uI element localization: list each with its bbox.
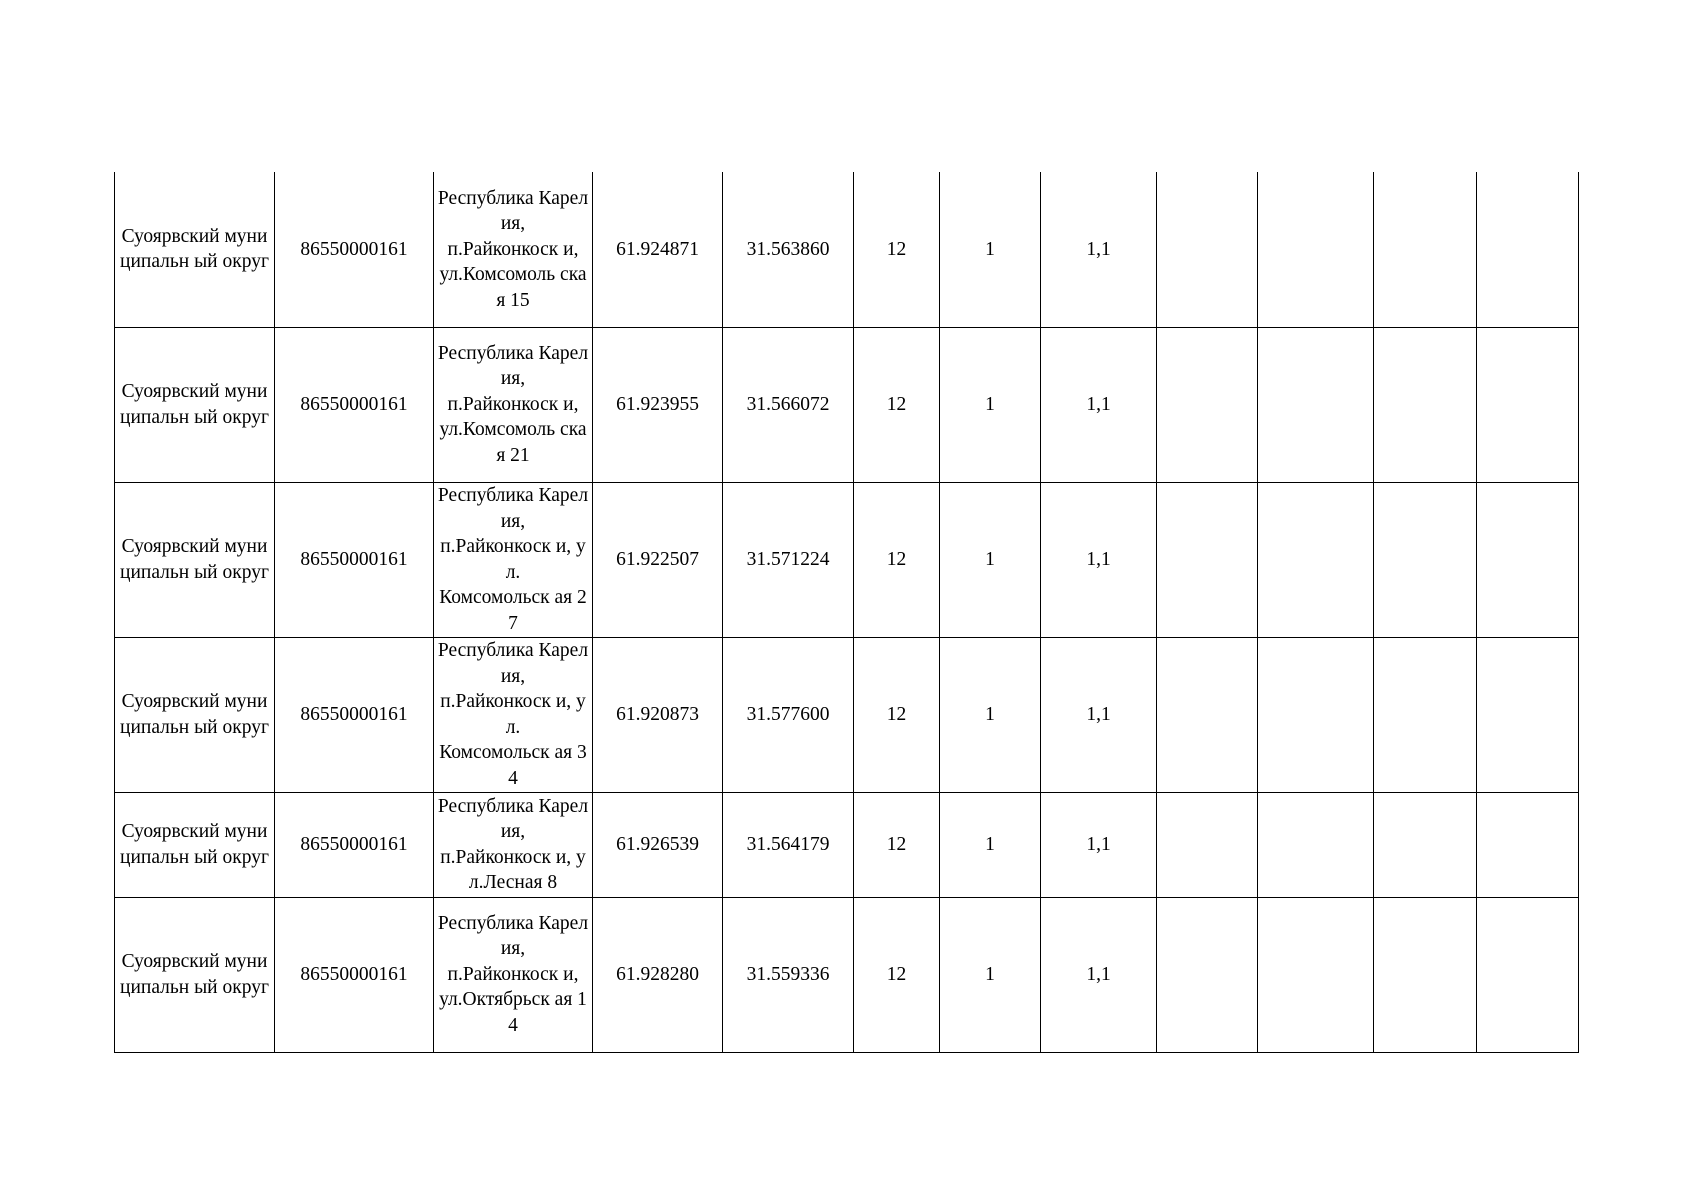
col8-cell (1041, 897, 1157, 1052)
col6-cell-text: 12 (886, 393, 907, 415)
col6-cell-text: 12 (886, 833, 907, 855)
longitude-cell-text: 31.564179 (746, 833, 830, 855)
col8-cell-text: 1,1 (1086, 703, 1111, 725)
longitude-cell (723, 327, 854, 482)
col6-cell-text: 12 (886, 963, 907, 985)
longitude-cell-text: 31.559336 (746, 963, 830, 985)
address-cell (434, 897, 593, 1052)
table-row (115, 482, 1579, 637)
oktmo-cell (275, 482, 434, 637)
latitude-cell-text: 61.923955 (616, 393, 699, 415)
district-cell (115, 172, 275, 327)
col6-cell-text: 12 (886, 548, 907, 570)
col8-cell (1041, 792, 1157, 897)
district-cell-text: Суоярвский муниципальн ый округ (120, 951, 269, 998)
address-cell-text: Республика Карелия, п.Райконкоск и, ул.Комсомоль ская 15 (437, 187, 589, 311)
table-row (115, 897, 1579, 1052)
col8-cell-text: 1,1 (1086, 963, 1111, 985)
latitude-cell (593, 327, 723, 482)
latitude-cell-text: 61.924871 (616, 238, 699, 260)
col7-cell (940, 327, 1041, 482)
oktmo-cell (275, 172, 434, 327)
data-table (114, 172, 1579, 1053)
col8-cell-text: 1,1 (1086, 548, 1111, 570)
col6-cell (854, 637, 940, 792)
col8-cell (1041, 482, 1157, 637)
district-cell (115, 482, 275, 637)
col12-cell (1477, 327, 1579, 482)
longitude-cell (723, 792, 854, 897)
latitude-cell (593, 792, 723, 897)
address-cell-text: Республика Карелия, п.Райконкоск и, ул. Комсомольск ая 34 (437, 640, 589, 789)
col7-cell (940, 637, 1041, 792)
district-cell (115, 327, 275, 482)
address-cell (434, 482, 593, 637)
district-cell-text: Суоярвский муниципальн ый округ (120, 691, 269, 738)
longitude-cell (723, 482, 854, 637)
district-cell (115, 637, 275, 792)
col12-cell (1477, 792, 1579, 897)
col6-cell (854, 482, 940, 637)
address-cell-text: Республика Карелия, п.Райконкоск и, ул.Комсомоль ская 21 (437, 342, 589, 466)
col11-cell (1374, 637, 1477, 792)
col7-cell-text: 1 (985, 393, 995, 415)
oktmo-cell-text: 86550000161 (300, 393, 408, 415)
oktmo-cell-text: 86550000161 (300, 833, 408, 855)
col6-cell-text: 12 (886, 238, 907, 260)
col11-cell (1374, 897, 1477, 1052)
district-cell (115, 897, 275, 1052)
col10-cell (1258, 897, 1374, 1052)
longitude-cell-text: 31.571224 (746, 548, 830, 570)
latitude-cell (593, 482, 723, 637)
district-cell (115, 792, 275, 897)
longitude-cell-text: 31.566072 (746, 393, 830, 415)
longitude-cell-text: 31.577600 (746, 703, 830, 725)
address-cell (434, 172, 593, 327)
col7-cell-text: 1 (985, 963, 995, 985)
district-cell-text: Суоярвский муниципальн ый округ (120, 225, 269, 273)
table-body (115, 172, 1579, 1052)
col7-cell-text: 1 (985, 703, 995, 725)
col11-cell (1374, 172, 1477, 327)
col7-cell (940, 792, 1041, 897)
latitude-cell-text: 61.922507 (616, 548, 699, 570)
col12-cell (1477, 897, 1579, 1052)
district-cell-text: Суоярвский муниципальн ый округ (120, 381, 269, 428)
district-cell-text: Суоярвский муниципальн ый округ (120, 821, 269, 868)
col6-cell-text: 12 (886, 703, 907, 725)
col6-cell (854, 792, 940, 897)
col9-cell (1157, 897, 1258, 1052)
longitude-cell (723, 637, 854, 792)
col10-cell (1258, 637, 1374, 792)
address-cell (434, 327, 593, 482)
col7-cell (940, 172, 1041, 327)
latitude-cell (593, 172, 723, 327)
col10-cell (1258, 172, 1374, 327)
oktmo-cell (275, 897, 434, 1052)
longitude-cell-text: 31.563860 (746, 238, 830, 260)
col11-cell (1374, 327, 1477, 482)
address-cell (434, 637, 593, 792)
col8-cell-text: 1,1 (1086, 393, 1111, 415)
oktmo-cell-text: 86550000161 (300, 548, 408, 570)
col7-cell-text: 1 (985, 548, 995, 570)
table-row (115, 172, 1579, 327)
longitude-cell (723, 172, 854, 327)
col7-cell-text: 1 (985, 833, 995, 855)
latitude-cell-text: 61.920873 (616, 703, 699, 725)
col7-cell (940, 897, 1041, 1052)
col10-cell (1258, 792, 1374, 897)
table-row (115, 327, 1579, 482)
address-cell (434, 792, 593, 897)
latitude-cell-text: 61.926539 (616, 833, 699, 855)
address-cell-text: Республика Карелия, п.Райконкоск и, ул. Комсомольск ая 27 (437, 485, 589, 634)
oktmo-cell-text: 86550000161 (300, 238, 408, 260)
col9-cell (1157, 172, 1258, 327)
address-cell-text: Республика Карелия, п.Райконкоск и, ул.Октябрьск ая 14 (437, 912, 589, 1036)
oktmo-cell-text: 86550000161 (300, 963, 408, 985)
col6-cell (854, 897, 940, 1052)
oktmo-cell (275, 637, 434, 792)
col12-cell (1477, 637, 1579, 792)
latitude-cell (593, 637, 723, 792)
col12-cell (1477, 482, 1579, 637)
oktmo-cell (275, 792, 434, 897)
col9-cell (1157, 792, 1258, 897)
col9-cell (1157, 482, 1258, 637)
longitude-cell (723, 897, 854, 1052)
col8-cell (1041, 172, 1157, 327)
col9-cell (1157, 327, 1258, 482)
oktmo-cell-text: 86550000161 (300, 703, 408, 725)
table-row (115, 792, 1579, 897)
col8-cell-text: 1,1 (1086, 833, 1111, 855)
col7-cell (940, 482, 1041, 637)
latitude-cell-text: 61.928280 (616, 963, 699, 985)
table-row (115, 637, 1579, 792)
district-cell-text: Суоярвский муниципальн ый округ (120, 536, 269, 583)
col12-cell (1477, 172, 1579, 327)
address-cell-text: Республика Карелия, п.Райконкоск и, ул.Лесная 8 (437, 795, 589, 893)
col6-cell (854, 327, 940, 482)
col9-cell (1157, 637, 1258, 792)
col11-cell (1374, 792, 1477, 897)
latitude-cell (593, 897, 723, 1052)
col6-cell (854, 172, 940, 327)
col10-cell (1258, 482, 1374, 637)
col11-cell (1374, 482, 1477, 637)
oktmo-cell (275, 327, 434, 482)
col8-cell-text: 1,1 (1086, 238, 1111, 260)
col8-cell (1041, 327, 1157, 482)
col10-cell (1258, 327, 1374, 482)
col7-cell-text: 1 (985, 238, 995, 260)
col8-cell (1041, 637, 1157, 792)
